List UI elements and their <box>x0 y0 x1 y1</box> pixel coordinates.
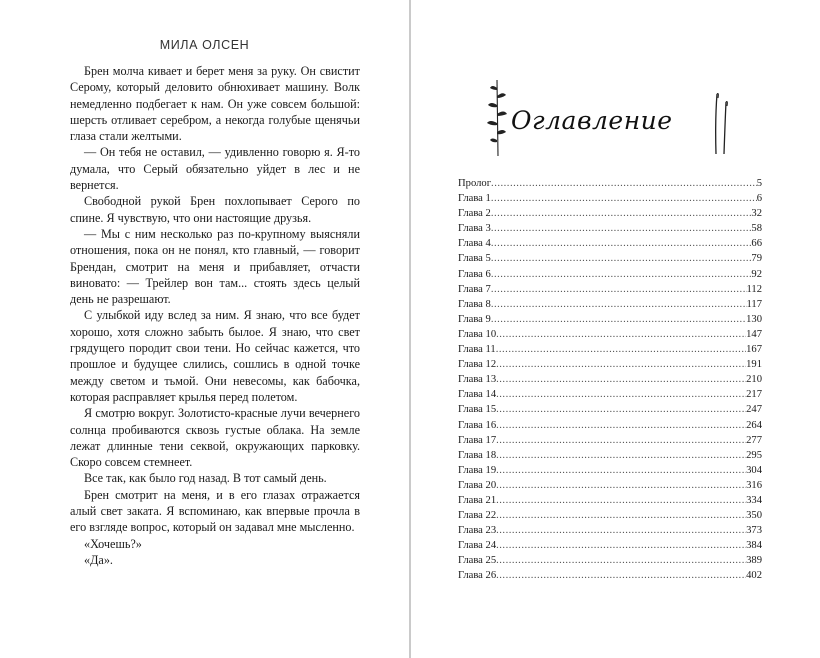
toc-leader-dots <box>496 342 746 357</box>
toc-entry-page: 79 <box>751 253 762 265</box>
toc-title-block <box>481 78 751 158</box>
toc-entry <box>458 342 762 357</box>
toc-entry-label: Глава 10 <box>458 328 497 340</box>
toc-entry-page: 58 <box>751 223 762 235</box>
toc-entry-page: 167 <box>746 344 762 356</box>
toc-entry-label: Глава 1 <box>458 193 491 205</box>
toc-entry-label: Глава 18 <box>458 449 497 461</box>
paragraph: С улыбкой иду вслед за ним. Я знаю, что все будет хорошо, хотя сложно забыть былое. Я знаю, что свет грядущего породит свои тени. Но сейчас кажется, что прошлое и будущее слились, сошлись в одной точке между светом и тьмой. Они невесомы, как бабочка, которая расправляет крылья перед полетом. <box>70 308 360 404</box>
toc-entry-page: 217 <box>746 389 762 401</box>
toc-entry-page: 264 <box>746 419 762 431</box>
toc-entry-page: 6 <box>756 193 762 205</box>
toc-leader-dots <box>491 176 757 191</box>
toc-entry <box>458 282 762 297</box>
toc-leader-dots <box>491 221 752 236</box>
toc-entry <box>458 538 762 553</box>
toc-entry-page: 402 <box>746 570 762 582</box>
toc-entry <box>458 191 762 206</box>
toc-leader-dots <box>496 357 746 372</box>
toc-leader-dots <box>491 297 747 312</box>
toc-entry <box>458 553 762 568</box>
paragraph: Брен смотрит на меня, и в его глазах отражается алый свет заката. Я вспоминаю, как впервые прочла в его взгляде вопрос, который он задавал мне мысленно. <box>70 487 360 535</box>
toc-entry-label: Глава 20 <box>458 479 497 491</box>
toc-entry-label: Глава 14 <box>458 389 497 401</box>
toc-entry <box>458 463 762 478</box>
paragraph: Брен молча кивает и берет меня за руку. Он свистит Серому, который деловито обнюхивает машину. Волк немедленно подбегает к нам. Он уже совсем большой: шерсть отливает серебром, а некогда голубые щенячьи глаза стали желтыми. <box>70 64 360 144</box>
toc-entry-label: Глава 22 <box>458 510 497 522</box>
toc-entry-label: Глава 16 <box>458 419 497 431</box>
toc-leader-dots <box>496 402 746 417</box>
running-head-author: МИЛА ОЛСЕН <box>159 38 250 52</box>
sprig-icon <box>481 78 513 160</box>
toc-leader-dots <box>491 312 746 327</box>
right-page <box>411 0 820 658</box>
paragraph: Свободной рукой Брен похлопывает Серого по спине. Я чувствую, что они настоящие друзья. <box>70 194 360 225</box>
toc-entry-label: Глава 26 <box>458 570 497 582</box>
toc-entry-label: Глава 8 <box>458 298 491 310</box>
toc-leader-dots <box>496 463 746 478</box>
toc-entry-page: 130 <box>746 313 762 325</box>
paragraph: «Хочешь?» <box>84 536 142 551</box>
toc-entry-page: 5 <box>756 178 762 189</box>
paragraph: «Да». <box>84 552 113 567</box>
toc-entry-label: Глава 11 <box>458 344 496 356</box>
toc-entry-page: 191 <box>746 359 762 371</box>
toc-leader-dots <box>491 191 757 206</box>
toc-entry-page: 112 <box>746 283 762 295</box>
toc-title: Оглавление <box>511 106 673 135</box>
toc-leader-dots <box>491 282 747 297</box>
toc-leader-dots <box>496 538 746 553</box>
grass-stalks-icon <box>711 90 731 156</box>
toc-entry <box>458 523 762 538</box>
toc-entry-page: 92 <box>751 268 762 280</box>
toc-entry <box>458 206 762 221</box>
left-page <box>0 0 409 658</box>
toc-entry-label: Глава 12 <box>458 359 497 371</box>
toc-leader-dots <box>496 523 746 538</box>
toc-entry-page: 247 <box>746 404 762 416</box>
toc-entry <box>458 418 762 433</box>
toc-entry-page: 295 <box>746 449 762 461</box>
toc-entry-label: Глава 4 <box>458 238 491 250</box>
toc-entry <box>458 402 762 417</box>
toc-entry-page: 147 <box>746 328 762 340</box>
toc-entry <box>458 478 762 493</box>
toc-entry-label: Глава 21 <box>458 494 497 506</box>
table-of-contents <box>458 176 762 584</box>
toc-entry-page: 384 <box>746 540 762 552</box>
toc-entry-page: 32 <box>751 208 762 220</box>
toc-entry-label: Глава 6 <box>458 268 491 280</box>
toc-entry <box>458 433 762 448</box>
toc-leader-dots <box>491 267 752 282</box>
toc-entry <box>458 568 762 583</box>
toc-leader-dots <box>496 418 746 433</box>
toc-leader-dots <box>496 327 746 342</box>
toc-entry-label: Глава 17 <box>458 434 497 446</box>
toc-entry <box>458 327 762 342</box>
toc-leader-dots <box>496 372 746 387</box>
toc-entry-page: 350 <box>746 510 762 522</box>
toc-entry-label: Глава 24 <box>458 540 497 552</box>
toc-entry-page: 66 <box>751 238 762 250</box>
toc-entry-page: 334 <box>746 494 762 506</box>
toc-entry <box>458 372 762 387</box>
toc-leader-dots <box>496 508 746 523</box>
toc-entry <box>458 448 762 463</box>
toc-leader-dots <box>491 206 752 221</box>
toc-entry-page: 210 <box>746 374 762 386</box>
toc-entry <box>458 221 762 236</box>
toc-entry-label: Глава 5 <box>458 253 491 265</box>
paragraph: — Мы с ним несколько раз по-крупному выясняли отношения, пока он не понял, кто главный, — говорит Брендан, смотрит на меня и прибавляет, отчасти виновато: — Трейлер вон там... стоять здесь целый день не разрешают. <box>70 226 360 307</box>
toc-entry <box>458 297 762 312</box>
toc-entry-label: Глава 3 <box>458 223 491 235</box>
toc-entry-label: Глава 13 <box>458 374 497 386</box>
toc-entry <box>458 508 762 523</box>
toc-entry <box>458 312 762 327</box>
toc-entry-label: Глава 25 <box>458 555 497 567</box>
toc-leader-dots <box>496 433 746 448</box>
toc-entry-page: 117 <box>746 298 762 310</box>
toc-entry-label: Глава 7 <box>458 283 491 295</box>
paragraph: Я смотрю вокруг. Золотисто-красные лучи вечернего солнца пробиваются сквозь густые облака. На земле лежат длинные тени секвой, окружающих парковку. Скоро совсем стемнеет. <box>70 406 360 470</box>
body-text <box>70 63 360 568</box>
toc-entry <box>458 267 762 282</box>
toc-entry <box>458 493 762 508</box>
toc-entry <box>458 387 762 402</box>
paragraph: — Он тебя не оставил, — удивленно говорю я. Я-то думала, что Серый обязательно уйдет в лес и не вернется. <box>70 145 360 193</box>
toc-leader-dots <box>496 387 746 402</box>
toc-entry-label: Глава 23 <box>458 525 497 537</box>
toc-entry-label: Глава 19 <box>458 464 497 476</box>
toc-entry-page: 389 <box>746 555 762 567</box>
toc-entry <box>458 236 762 251</box>
toc-entry-label: Глава 2 <box>458 208 491 220</box>
toc-leader-dots <box>491 251 752 266</box>
toc-leader-dots <box>496 553 746 568</box>
toc-entry-page: 316 <box>746 479 762 491</box>
toc-leader-dots <box>496 493 746 508</box>
toc-entry <box>458 176 762 191</box>
toc-entry-page: 304 <box>746 464 762 476</box>
toc-entry-page: 373 <box>746 525 762 537</box>
toc-entry-label: Пролог <box>458 178 492 189</box>
toc-entry <box>458 357 762 372</box>
toc-entry-page: 277 <box>746 434 762 446</box>
toc-entry <box>458 251 762 266</box>
toc-entry-label: Глава 15 <box>458 404 497 416</box>
paragraph: Все так, как было год назад. В тот самый день. <box>84 471 327 486</box>
toc-leader-dots <box>496 568 746 583</box>
toc-leader-dots <box>496 448 746 463</box>
toc-leader-dots <box>491 236 752 251</box>
toc-entry-label: Глава 9 <box>458 313 491 325</box>
toc-leader-dots <box>496 478 746 493</box>
